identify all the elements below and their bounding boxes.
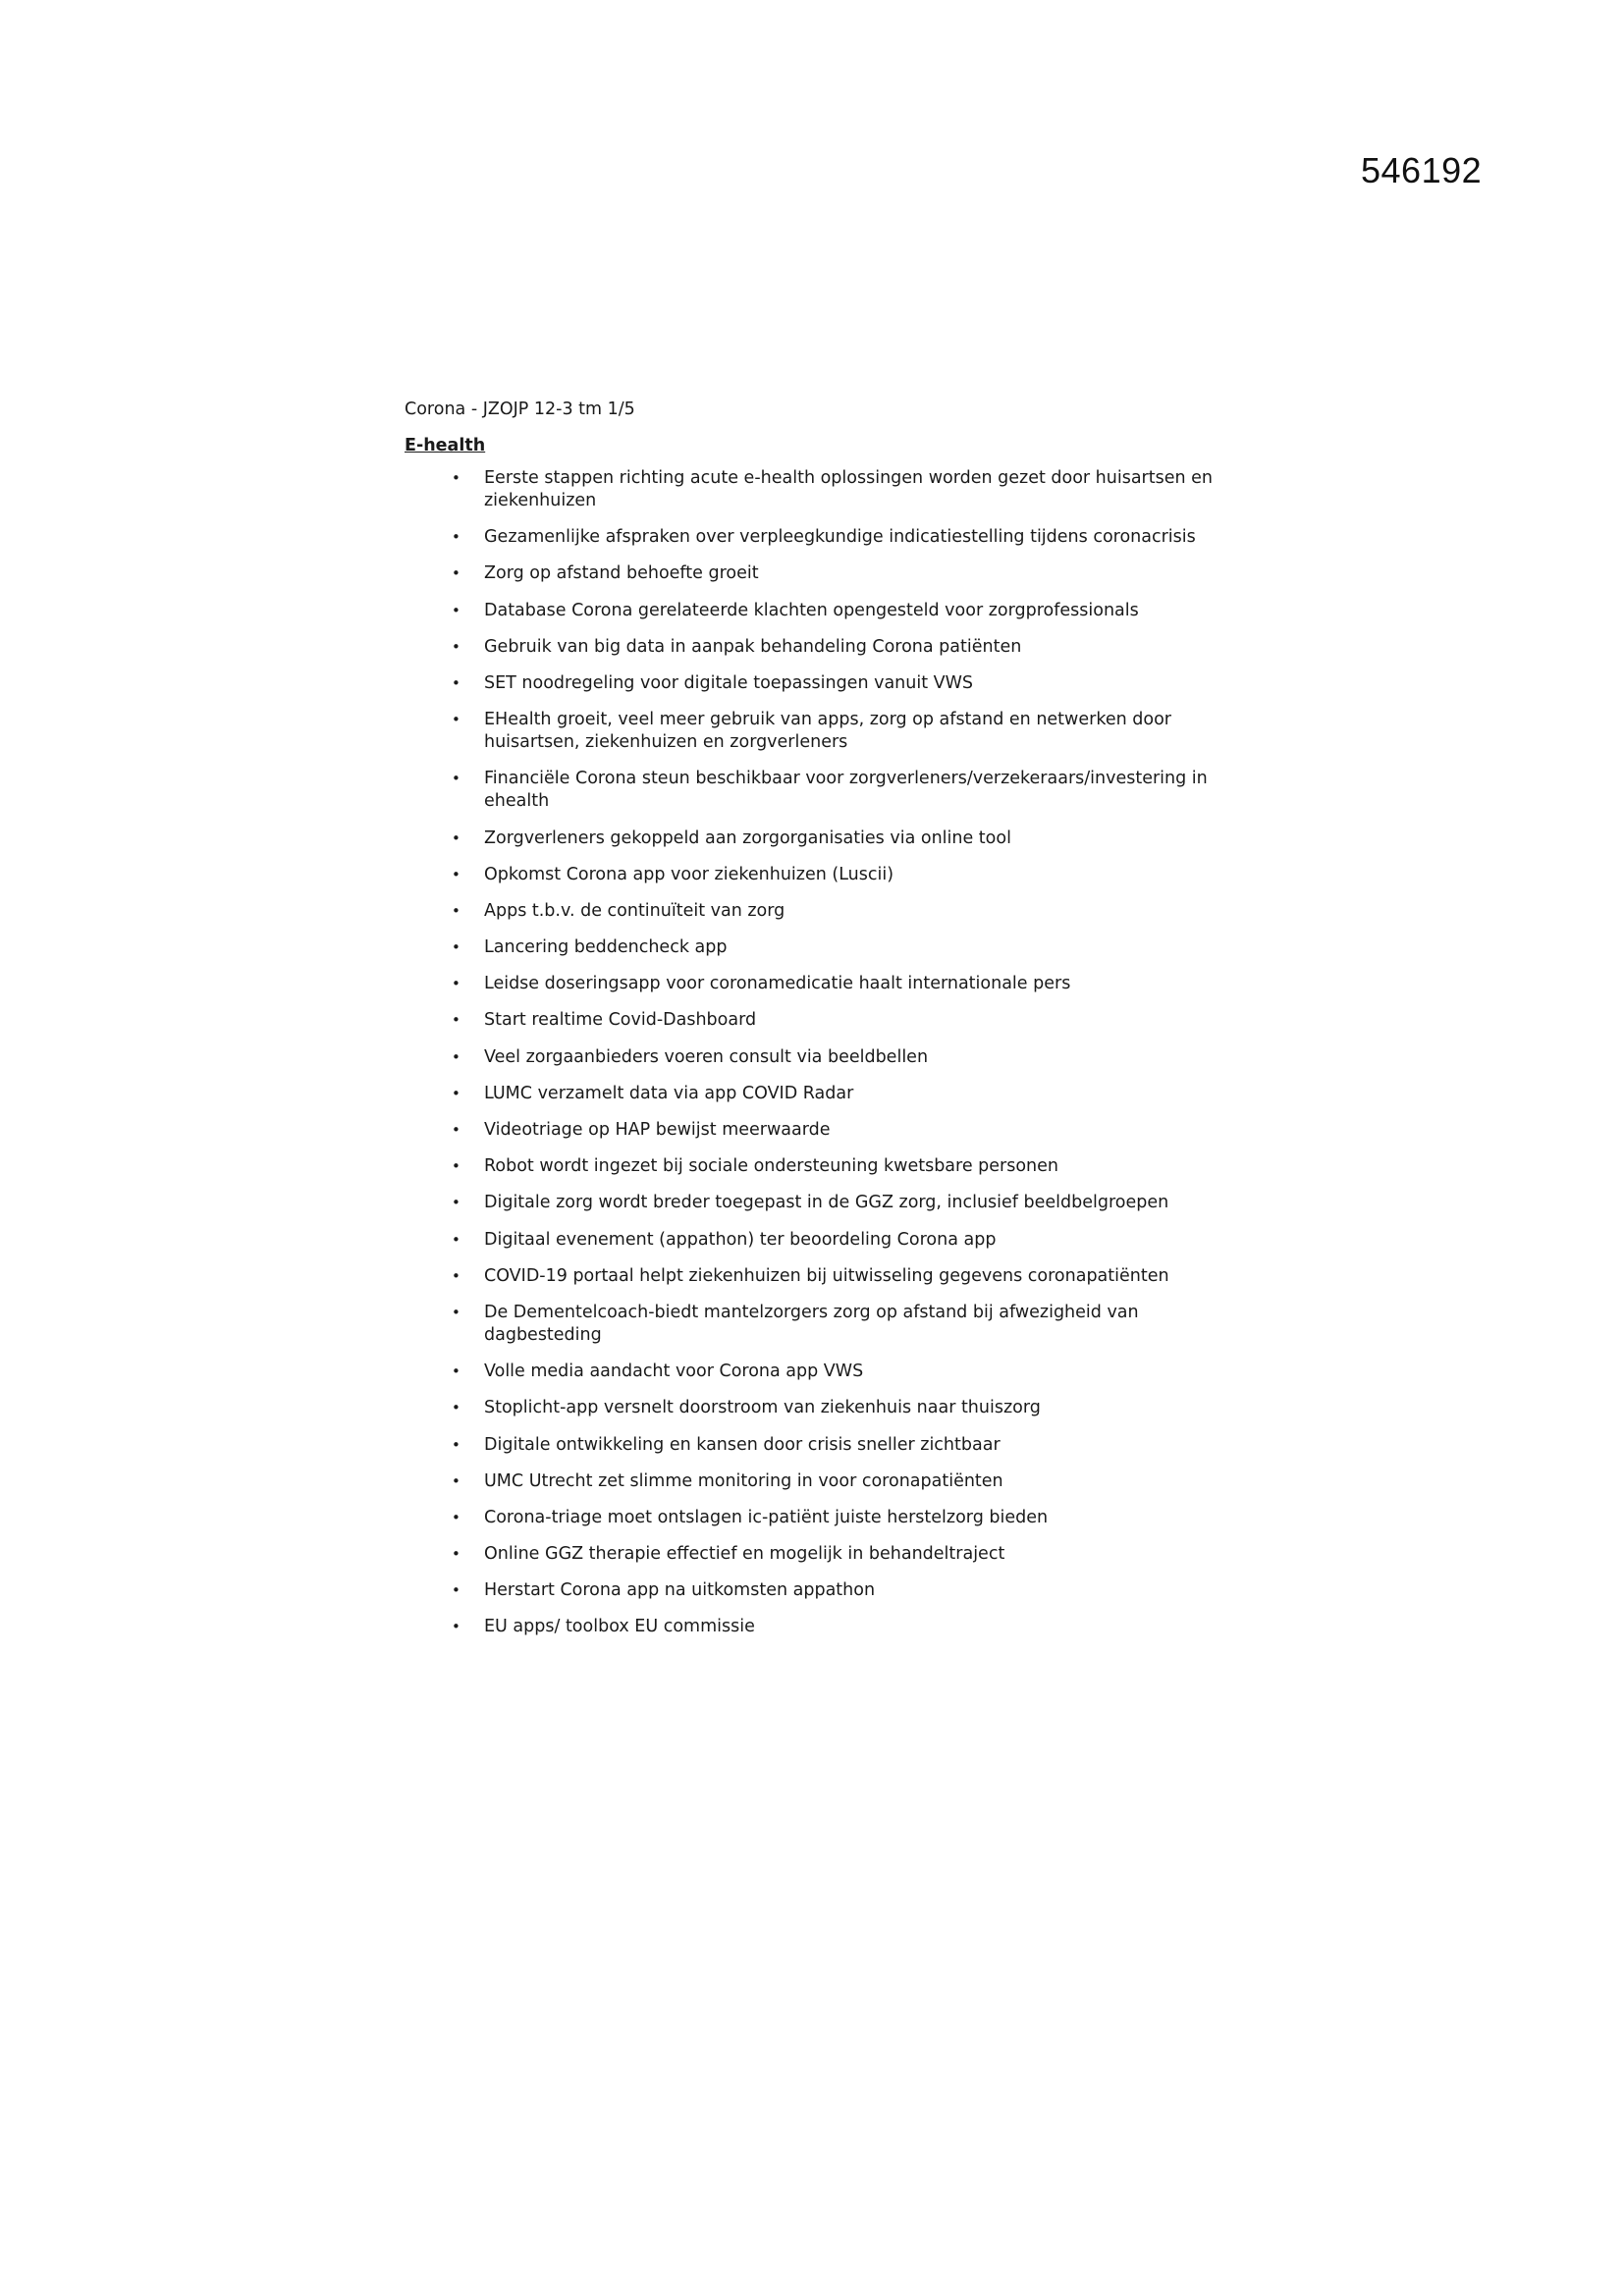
bullet-icon: • — [452, 770, 460, 788]
bullet-icon: • — [452, 469, 460, 487]
list-item-text: Online GGZ therapie effectief en mogelijk in behandeltraject — [484, 1544, 1005, 1565]
list-item-text: COVID-19 portaal helpt ziekenhuizen bij uitwisseling gegevens coronapatiënten — [484, 1265, 1169, 1286]
bullet-icon: • — [452, 828, 460, 847]
bullet-icon: • — [452, 1399, 460, 1417]
bullet-icon: • — [452, 975, 460, 993]
list-item-text: EHealth groeit, veel meer gebruik van apps, zorg op afstand en netwerken door huisartsen, ziekenhuizen en zorgverleners — [484, 710, 1171, 753]
list-item — [452, 526, 1229, 549]
list-item — [452, 864, 1229, 886]
list-item — [452, 1397, 1229, 1419]
list-item-text: Herstart Corona app na uitkomsten appathon — [484, 1580, 876, 1601]
list-item — [452, 600, 1229, 622]
bullet-icon: • — [452, 601, 460, 619]
list-item-text: Robot wordt ingezet bij sociale ondersteuning kwetsbare personen — [484, 1156, 1059, 1177]
list-item — [452, 1229, 1229, 1252]
list-item — [452, 828, 1229, 850]
list-item-text: Corona-triage moet ontslagen ic-patiënt juiste herstelzorg bieden — [484, 1507, 1049, 1527]
list-item-text: Database Corona gerelateerde klachten opengesteld voor zorgprofessionals — [484, 600, 1139, 620]
list-item — [452, 1470, 1229, 1493]
bullet-icon: • — [452, 1618, 460, 1636]
list-item — [452, 1155, 1229, 1178]
list-item-text: Zorg op afstand behoefte groeit — [484, 563, 759, 584]
list-item — [452, 467, 1229, 512]
list-item — [452, 768, 1229, 813]
list-item — [452, 1616, 1229, 1638]
bullet-icon: • — [452, 1194, 460, 1212]
list-item-text: Financiële Corona steun beschikbaar voor zorgverleners/verzekeraars/investering in ehealth — [484, 769, 1208, 812]
list-item — [452, 973, 1229, 995]
bullet-icon: • — [452, 1362, 460, 1381]
list-item — [452, 1434, 1229, 1457]
bullet-icon: • — [452, 637, 460, 656]
list-item — [452, 1302, 1229, 1347]
list-item — [452, 672, 1229, 695]
bullet-icon: • — [452, 528, 460, 547]
bullet-icon: • — [452, 938, 460, 957]
list-item — [452, 1119, 1229, 1142]
list-item — [452, 636, 1229, 659]
bullet-icon: • — [452, 1545, 460, 1564]
bullet-icon: • — [452, 711, 460, 729]
list-item-text: UMC Utrecht zet slimme monitoring in voor coronapatiënten — [484, 1470, 1003, 1491]
bullet-icon: • — [452, 564, 460, 583]
bullet-icon: • — [452, 901, 460, 920]
bullet-icon: • — [452, 1471, 460, 1490]
list-item-text: De Dementelcoach-biedt mantelzorgers zorg op afstand bij afwezigheid van dagbesteding — [484, 1302, 1139, 1345]
bullet-icon: • — [452, 1157, 460, 1176]
bullet-icon: • — [452, 1047, 460, 1066]
list-item — [452, 1046, 1229, 1069]
list-item — [452, 1361, 1229, 1383]
list-item-text: Digitale ontwikkeling en kansen door crisis sneller zichtbaar — [484, 1434, 1001, 1455]
list-item — [452, 562, 1229, 585]
list-item — [452, 1192, 1229, 1214]
bullet-icon: • — [452, 1508, 460, 1526]
list-item — [452, 1507, 1229, 1529]
document-body — [405, 398, 1229, 1653]
list-item-text: LUMC verzamelt data via app COVID Radar — [484, 1083, 854, 1103]
bullet-icon: • — [452, 865, 460, 883]
list-item-text: Veel zorgaanbieders voeren consult via beeldbellen — [484, 1046, 929, 1067]
bullet-icon: • — [452, 1121, 460, 1139]
list-item-text: Videotriage op HAP bewijst meerwaarde — [484, 1120, 831, 1140]
list-item-text: Volle media aandacht voor Corona app VWS — [484, 1362, 864, 1382]
section-heading: E-health — [405, 436, 486, 455]
list-item — [452, 936, 1229, 959]
list-item-text: Lancering beddencheck app — [484, 937, 728, 958]
list-item — [452, 900, 1229, 923]
bullet-icon: • — [452, 1303, 460, 1321]
bullet-icon: • — [452, 1581, 460, 1600]
bullet-icon: • — [452, 1435, 460, 1454]
list-item-text: Stoplicht-app versnelt doorstroom van ziekenhuis naar thuiszorg — [484, 1398, 1041, 1418]
list-item — [452, 1083, 1229, 1105]
bullet-icon: • — [452, 1230, 460, 1249]
list-item — [452, 1009, 1229, 1032]
list-item-text: Gezamenlijke afspraken over verpleegkundige indicatiestelling tijdens coronacrisis — [484, 527, 1196, 548]
list-item-text: Apps t.b.v. de continuïteit van zorg — [484, 900, 785, 921]
list-item — [452, 709, 1229, 754]
bullet-icon: • — [452, 1084, 460, 1102]
bullet-icon: • — [452, 1011, 460, 1030]
list-item-text: Start realtime Covid-Dashboard — [484, 1010, 757, 1031]
list-item-text: Digitale zorg wordt breder toegepast in de GGZ zorg, inclusief beeldbelgroepen — [484, 1193, 1169, 1213]
list-item-text: SET noodregeling voor digitale toepassingen vanuit VWS — [484, 672, 974, 693]
list-item-text: Opkomst Corona app voor ziekenhuizen (Luscii) — [484, 864, 894, 884]
list-item-text: EU apps/ toolbox EU commissie — [484, 1617, 755, 1637]
list-item-text: Eerste stappen richting acute e-health oplossingen worden gezet door huisartsen en ziekenhuizen — [484, 468, 1213, 510]
list-item — [452, 1543, 1229, 1566]
list-item — [452, 1579, 1229, 1602]
list-item-text: Zorgverleners gekoppeld aan zorgorganisaties via online tool — [484, 828, 1011, 848]
list-item-text: Gebruik van big data in aanpak behandeling Corona patiënten — [484, 636, 1022, 657]
list-item-text: Digitaal evenement (appathon) ter beoordeling Corona app — [484, 1229, 997, 1250]
list-item-text: Leidse doseringsapp voor coronamedicatie haalt internationale pers — [484, 974, 1071, 994]
bullet-list — [405, 467, 1229, 1638]
list-item — [452, 1265, 1229, 1288]
subject-line: Corona - JZOJP 12-3 tm 1/5 — [405, 400, 635, 419]
document-number: 546192 — [1361, 150, 1483, 190]
bullet-icon: • — [452, 1266, 460, 1285]
bullet-icon: • — [452, 673, 460, 692]
